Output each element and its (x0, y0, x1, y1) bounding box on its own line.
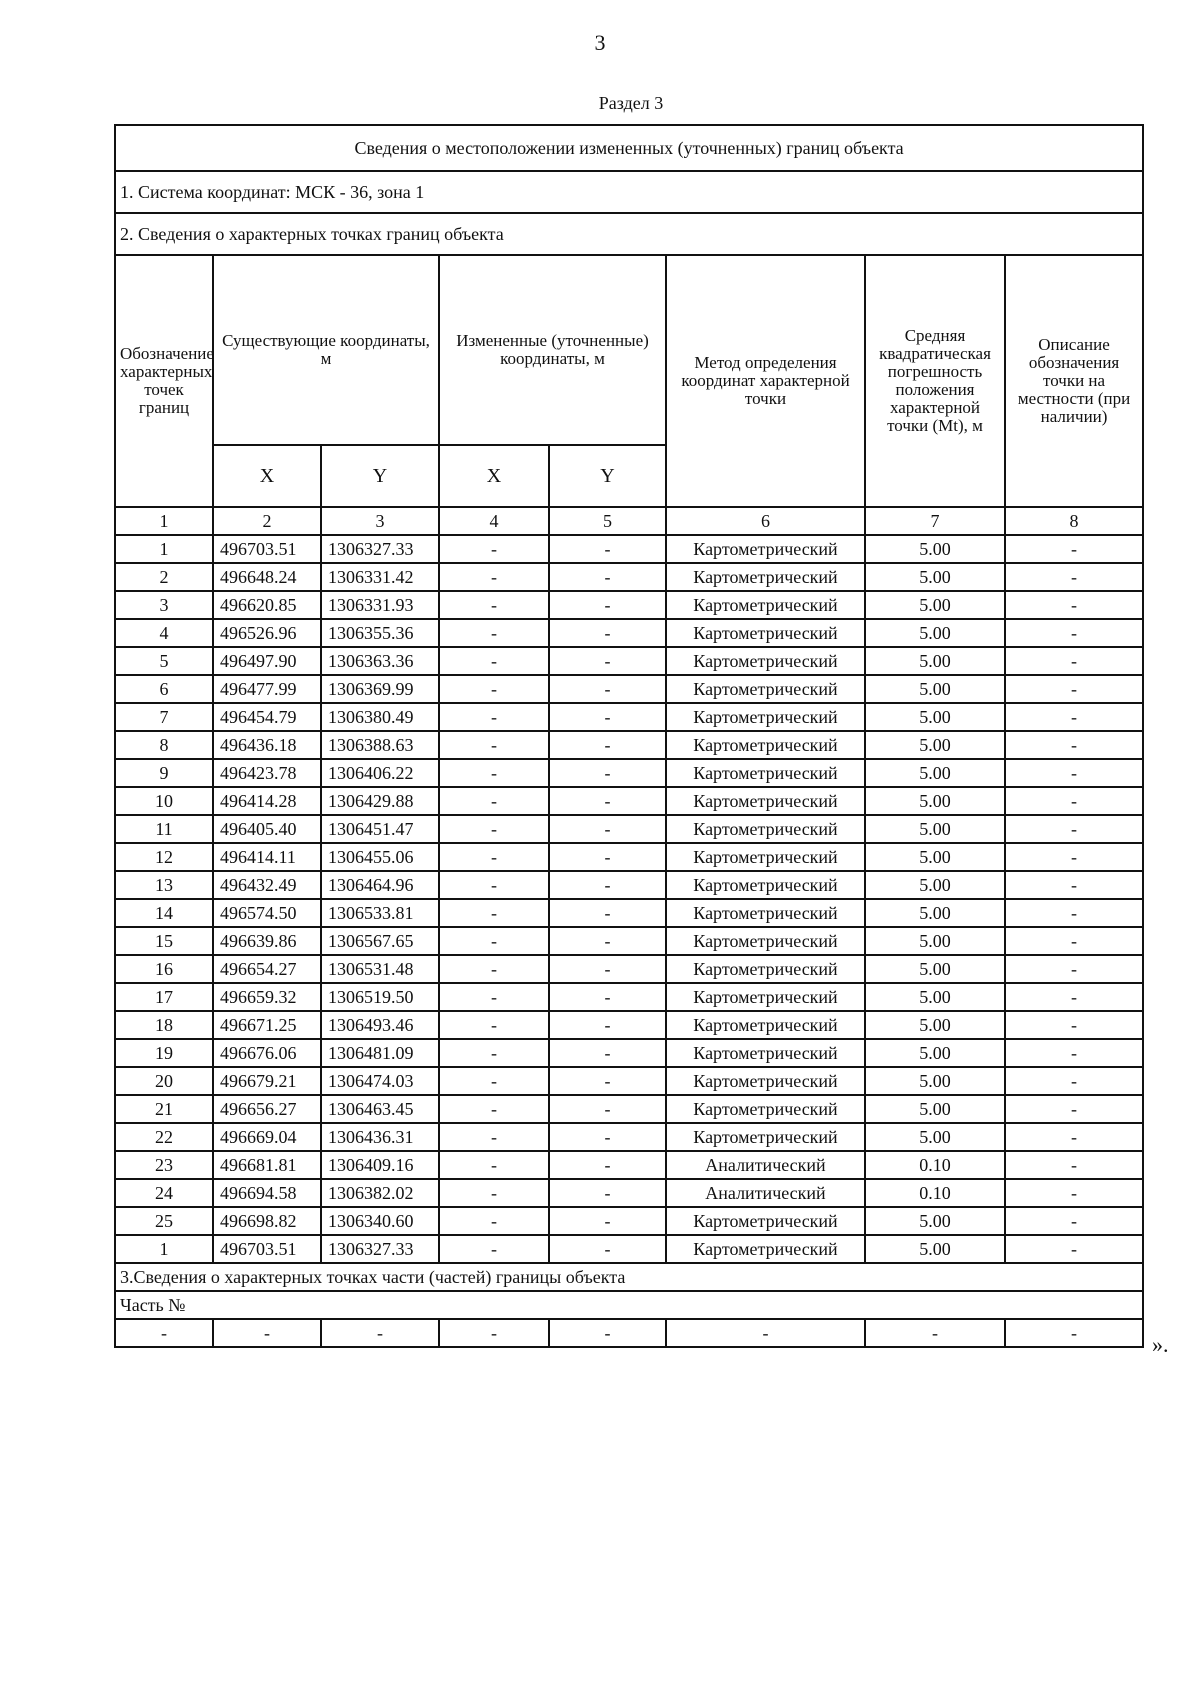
existing-x-cell: 496414.28 (213, 787, 321, 815)
part-cell: - (213, 1319, 321, 1347)
existing-x-cell: 496497.90 (213, 647, 321, 675)
accuracy-cell: 5.00 (865, 731, 1005, 759)
changed-y-cell: - (549, 815, 666, 843)
existing-y-cell: 1306331.42 (321, 563, 439, 591)
section-title: Раздел 3 (598, 93, 664, 113)
accuracy-cell: 5.00 (865, 1095, 1005, 1123)
existing-y-cell: 1306464.96 (321, 871, 439, 899)
table-row (115, 983, 1143, 1011)
accuracy-cell: 5.00 (865, 1039, 1005, 1067)
accuracy-cell: 5.00 (865, 647, 1005, 675)
table-row (115, 675, 1143, 703)
description-cell: - (1005, 619, 1143, 647)
method-cell: Картометрический (666, 1235, 865, 1263)
column-numbers-row (115, 507, 1143, 535)
existing-y-cell: 1306429.88 (321, 787, 439, 815)
point-number-cell: 1 (115, 535, 213, 563)
changed-x-cell: - (439, 731, 549, 759)
coord-system: 1. Система координат: МСК - 36, зона 1 (115, 171, 1143, 213)
description-cell: - (1005, 787, 1143, 815)
existing-y-cell: 1306382.02 (321, 1179, 439, 1207)
existing-x-cell: 496405.40 (213, 815, 321, 843)
accuracy-cell: 5.00 (865, 675, 1005, 703)
header-existing-x: X (213, 445, 321, 507)
changed-y-cell: - (549, 955, 666, 983)
changed-y-cell: - (549, 1179, 666, 1207)
accuracy-cell: 0.10 (865, 1151, 1005, 1179)
method-cell: Картометрический (666, 815, 865, 843)
existing-y-cell: 1306327.33 (321, 535, 439, 563)
part-cell: - (115, 1319, 213, 1347)
existing-y-cell: 1306363.36 (321, 647, 439, 675)
header-point: Обозначение характерных точек границ (115, 255, 213, 507)
existing-y-cell: 1306474.03 (321, 1067, 439, 1095)
table-row (115, 1179, 1143, 1207)
part-row (115, 1319, 1143, 1347)
part-cell: - (549, 1319, 666, 1347)
existing-y-cell: 1306436.31 (321, 1123, 439, 1151)
method-cell: Аналитический (666, 1151, 865, 1179)
description-cell: - (1005, 1123, 1143, 1151)
table-row (115, 843, 1143, 871)
changed-y-cell: - (549, 1011, 666, 1039)
method-cell: Картометрический (666, 563, 865, 591)
description-cell: - (1005, 927, 1143, 955)
method-cell: Картометрический (666, 1207, 865, 1235)
description-cell: - (1005, 1151, 1143, 1179)
table-row (115, 787, 1143, 815)
changed-y-cell: - (549, 1123, 666, 1151)
accuracy-cell: 5.00 (865, 1207, 1005, 1235)
existing-y-cell: 1306388.63 (321, 731, 439, 759)
accuracy-cell: 5.00 (865, 899, 1005, 927)
column-number: 2 (213, 507, 321, 535)
changed-x-cell: - (439, 619, 549, 647)
method-cell: Аналитический (666, 1179, 865, 1207)
method-cell: Картометрический (666, 675, 865, 703)
point-number-cell: 14 (115, 899, 213, 927)
existing-x-cell: 496414.11 (213, 843, 321, 871)
changed-x-cell: - (439, 535, 549, 563)
column-number: 1 (115, 507, 213, 535)
table-row (115, 1067, 1143, 1095)
changed-x-cell: - (439, 787, 549, 815)
method-cell: Картометрический (666, 759, 865, 787)
existing-x-cell: 496639.86 (213, 927, 321, 955)
changed-x-cell: - (439, 1067, 549, 1095)
method-cell: Картометрический (666, 843, 865, 871)
column-number: 8 (1005, 507, 1143, 535)
point-number-cell: 12 (115, 843, 213, 871)
point-number-cell: 4 (115, 619, 213, 647)
accuracy-cell: 5.00 (865, 703, 1005, 731)
part-cell: - (439, 1319, 549, 1347)
changed-x-cell: - (439, 1179, 549, 1207)
accuracy-cell: 5.00 (865, 591, 1005, 619)
accuracy-cell: 5.00 (865, 1235, 1005, 1263)
existing-x-cell: 496703.51 (213, 535, 321, 563)
description-cell: - (1005, 1207, 1143, 1235)
point-number-cell: 2 (115, 563, 213, 591)
method-cell: Картометрический (666, 1123, 865, 1151)
point-number-cell: 15 (115, 927, 213, 955)
changed-y-cell: - (549, 1039, 666, 1067)
table-row (115, 815, 1143, 843)
changed-y-cell: - (549, 871, 666, 899)
column-number: 6 (666, 507, 865, 535)
changed-y-cell: - (549, 983, 666, 1011)
method-cell: Картометрический (666, 1067, 865, 1095)
changed-x-cell: - (439, 843, 549, 871)
column-number: 3 (321, 507, 439, 535)
method-cell: Картометрический (666, 899, 865, 927)
description-cell: - (1005, 703, 1143, 731)
changed-y-cell: - (549, 1235, 666, 1263)
changed-y-cell: - (549, 927, 666, 955)
description-cell: - (1005, 675, 1143, 703)
header-changed-x: X (439, 445, 549, 507)
point-number-cell: 6 (115, 675, 213, 703)
existing-y-cell: 1306455.06 (321, 843, 439, 871)
existing-y-cell: 1306567.65 (321, 927, 439, 955)
existing-x-cell: 496694.58 (213, 1179, 321, 1207)
description-cell: - (1005, 647, 1143, 675)
method-cell: Картометрический (666, 619, 865, 647)
table-row (115, 619, 1143, 647)
changed-x-cell: - (439, 1039, 549, 1067)
changed-x-cell: - (439, 759, 549, 787)
table-row (115, 1095, 1143, 1123)
description-cell: - (1005, 1067, 1143, 1095)
existing-x-cell: 496671.25 (213, 1011, 321, 1039)
point-number-cell: 17 (115, 983, 213, 1011)
points-header: 2. Сведения о характерных точках границ объекта (115, 213, 1143, 255)
existing-y-cell: 1306331.93 (321, 591, 439, 619)
description-cell: - (1005, 535, 1143, 563)
table-row (115, 759, 1143, 787)
accuracy-cell: 5.00 (865, 955, 1005, 983)
changed-x-cell: - (439, 647, 549, 675)
point-number-cell: 24 (115, 1179, 213, 1207)
accuracy-cell: 5.00 (865, 787, 1005, 815)
description-cell: - (1005, 591, 1143, 619)
part-cell: - (1005, 1319, 1143, 1347)
changed-x-cell: - (439, 927, 549, 955)
accuracy-cell: 5.00 (865, 871, 1005, 899)
point-number-cell: 10 (115, 787, 213, 815)
changed-x-cell: - (439, 703, 549, 731)
table-row (115, 955, 1143, 983)
changed-x-cell: - (439, 591, 549, 619)
method-cell: Картометрический (666, 1095, 865, 1123)
changed-x-cell: - (439, 1011, 549, 1039)
existing-y-cell: 1306451.47 (321, 815, 439, 843)
existing-y-cell: 1306327.33 (321, 1235, 439, 1263)
changed-y-cell: - (549, 1151, 666, 1179)
column-number: 5 (549, 507, 666, 535)
existing-x-cell: 496436.18 (213, 731, 321, 759)
existing-y-cell: 1306369.99 (321, 675, 439, 703)
method-cell: Картометрический (666, 927, 865, 955)
changed-x-cell: - (439, 899, 549, 927)
table-row (115, 899, 1143, 927)
table-row (115, 1039, 1143, 1067)
changed-x-cell: - (439, 1095, 549, 1123)
existing-x-cell: 496659.32 (213, 983, 321, 1011)
method-cell: Картометрический (666, 647, 865, 675)
table-row (115, 731, 1143, 759)
existing-x-cell: 496432.49 (213, 871, 321, 899)
description-cell: - (1005, 871, 1143, 899)
page-number: 3 (594, 30, 606, 55)
header-description: Описание обозначения точки на местности (при наличии) (1005, 255, 1143, 507)
changed-x-cell: - (439, 815, 549, 843)
table-row (115, 1011, 1143, 1039)
existing-x-cell: 496454.79 (213, 703, 321, 731)
part-cell: - (865, 1319, 1005, 1347)
existing-x-cell: 496654.27 (213, 955, 321, 983)
accuracy-cell: 5.00 (865, 1011, 1005, 1039)
method-cell: Картометрический (666, 955, 865, 983)
closing-quote: ». (1152, 1332, 1169, 1357)
existing-y-cell: 1306519.50 (321, 983, 439, 1011)
description-cell: - (1005, 1039, 1143, 1067)
accuracy-cell: 5.00 (865, 983, 1005, 1011)
point-number-cell: 8 (115, 731, 213, 759)
method-cell: Картометрический (666, 591, 865, 619)
changed-y-cell: - (549, 675, 666, 703)
existing-y-cell: 1306355.36 (321, 619, 439, 647)
accuracy-cell: 5.00 (865, 563, 1005, 591)
header-existing-y: Y (321, 445, 439, 507)
header-method: Метод определения координат характерной точки (666, 255, 865, 507)
point-number-cell: 18 (115, 1011, 213, 1039)
table-row (115, 1207, 1143, 1235)
description-cell: - (1005, 563, 1143, 591)
point-number-cell: 22 (115, 1123, 213, 1151)
header-accuracy: Средняя квадратическая погрешность положения характерной точки (Mt), м (865, 255, 1005, 507)
existing-x-cell: 496681.81 (213, 1151, 321, 1179)
method-cell: Картометрический (666, 535, 865, 563)
changed-y-cell: - (549, 563, 666, 591)
existing-y-cell: 1306409.16 (321, 1151, 439, 1179)
existing-x-cell: 496679.21 (213, 1067, 321, 1095)
accuracy-cell: 5.00 (865, 619, 1005, 647)
point-number-cell: 7 (115, 703, 213, 731)
table-row (115, 563, 1143, 591)
existing-x-cell: 496574.50 (213, 899, 321, 927)
accuracy-cell: 5.00 (865, 1067, 1005, 1095)
existing-x-cell: 496669.04 (213, 1123, 321, 1151)
existing-x-cell: 496648.24 (213, 563, 321, 591)
changed-x-cell: - (439, 983, 549, 1011)
column-number: 4 (439, 507, 549, 535)
header-changed-y: Y (549, 445, 666, 507)
changed-x-cell: - (439, 1235, 549, 1263)
changed-x-cell: - (439, 1151, 549, 1179)
existing-y-cell: 1306533.81 (321, 899, 439, 927)
description-cell: - (1005, 759, 1143, 787)
accuracy-cell: 5.00 (865, 759, 1005, 787)
header-changed: Измененные (уточненные) координаты, м (439, 255, 666, 445)
coordinates-table (114, 124, 1144, 1348)
changed-y-cell: - (549, 1095, 666, 1123)
table-row (115, 591, 1143, 619)
description-cell: - (1005, 955, 1143, 983)
table-row (115, 535, 1143, 563)
table-row (115, 927, 1143, 955)
accuracy-cell: 5.00 (865, 535, 1005, 563)
existing-x-cell: 496423.78 (213, 759, 321, 787)
changed-x-cell: - (439, 675, 549, 703)
changed-y-cell: - (549, 843, 666, 871)
point-number-cell: 11 (115, 815, 213, 843)
existing-y-cell: 1306380.49 (321, 703, 439, 731)
description-cell: - (1005, 731, 1143, 759)
description-cell: - (1005, 1011, 1143, 1039)
point-number-cell: 3 (115, 591, 213, 619)
accuracy-cell: 5.00 (865, 815, 1005, 843)
column-number: 7 (865, 507, 1005, 535)
method-cell: Картометрический (666, 1011, 865, 1039)
existing-x-cell: 496526.96 (213, 619, 321, 647)
point-number-cell: 25 (115, 1207, 213, 1235)
header-existing: Существующие координаты, м (213, 255, 439, 445)
part-cell: - (321, 1319, 439, 1347)
changed-x-cell: - (439, 1207, 549, 1235)
existing-x-cell: 496477.99 (213, 675, 321, 703)
changed-x-cell: - (439, 871, 549, 899)
existing-y-cell: 1306493.46 (321, 1011, 439, 1039)
changed-y-cell: - (549, 591, 666, 619)
description-cell: - (1005, 843, 1143, 871)
method-cell: Картометрический (666, 787, 865, 815)
table-row (115, 871, 1143, 899)
point-number-cell: 16 (115, 955, 213, 983)
changed-x-cell: - (439, 1123, 549, 1151)
description-cell: - (1005, 815, 1143, 843)
existing-y-cell: 1306531.48 (321, 955, 439, 983)
point-number-cell: 1 (115, 1235, 213, 1263)
existing-x-cell: 496703.51 (213, 1235, 321, 1263)
point-number-cell: 20 (115, 1067, 213, 1095)
method-cell: Картометрический (666, 871, 865, 899)
table-row (115, 1235, 1143, 1263)
description-cell: - (1005, 1235, 1143, 1263)
method-cell: Картометрический (666, 703, 865, 731)
existing-x-cell: 496620.85 (213, 591, 321, 619)
existing-y-cell: 1306340.60 (321, 1207, 439, 1235)
changed-y-cell: - (549, 619, 666, 647)
point-number-cell: 21 (115, 1095, 213, 1123)
existing-x-cell: 496698.82 (213, 1207, 321, 1235)
changed-y-cell: - (549, 731, 666, 759)
point-number-cell: 5 (115, 647, 213, 675)
method-cell: Картометрический (666, 731, 865, 759)
accuracy-cell: 5.00 (865, 1123, 1005, 1151)
changed-y-cell: - (549, 535, 666, 563)
point-number-cell: 23 (115, 1151, 213, 1179)
changed-y-cell: - (549, 703, 666, 731)
existing-x-cell: 496676.06 (213, 1039, 321, 1067)
description-cell: - (1005, 1179, 1143, 1207)
existing-x-cell: 496656.27 (213, 1095, 321, 1123)
method-cell: Картометрический (666, 983, 865, 1011)
accuracy-cell: 5.00 (865, 843, 1005, 871)
table-row (115, 647, 1143, 675)
existing-y-cell: 1306463.45 (321, 1095, 439, 1123)
changed-y-cell: - (549, 1067, 666, 1095)
description-cell: - (1005, 1095, 1143, 1123)
table-row (115, 1151, 1143, 1179)
method-cell: Картометрический (666, 1039, 865, 1067)
existing-y-cell: 1306406.22 (321, 759, 439, 787)
changed-y-cell: - (549, 787, 666, 815)
description-cell: - (1005, 899, 1143, 927)
description-cell: - (1005, 983, 1143, 1011)
table-row (115, 703, 1143, 731)
part-label: Часть № (115, 1291, 1143, 1319)
point-number-cell: 19 (115, 1039, 213, 1067)
point-number-cell: 13 (115, 871, 213, 899)
table-row (115, 1123, 1143, 1151)
changed-y-cell: - (549, 899, 666, 927)
table-title: Сведения о местоположении измененных (уточненных) границ объекта (115, 125, 1143, 171)
changed-x-cell: - (439, 563, 549, 591)
changed-y-cell: - (549, 759, 666, 787)
accuracy-cell: 0.10 (865, 1179, 1005, 1207)
changed-x-cell: - (439, 955, 549, 983)
changed-y-cell: - (549, 647, 666, 675)
parts-header: 3.Сведения о характерных точках части (частей) границы объекта (115, 1263, 1143, 1291)
existing-y-cell: 1306481.09 (321, 1039, 439, 1067)
changed-y-cell: - (549, 1207, 666, 1235)
point-number-cell: 9 (115, 759, 213, 787)
part-cell: - (666, 1319, 865, 1347)
accuracy-cell: 5.00 (865, 927, 1005, 955)
